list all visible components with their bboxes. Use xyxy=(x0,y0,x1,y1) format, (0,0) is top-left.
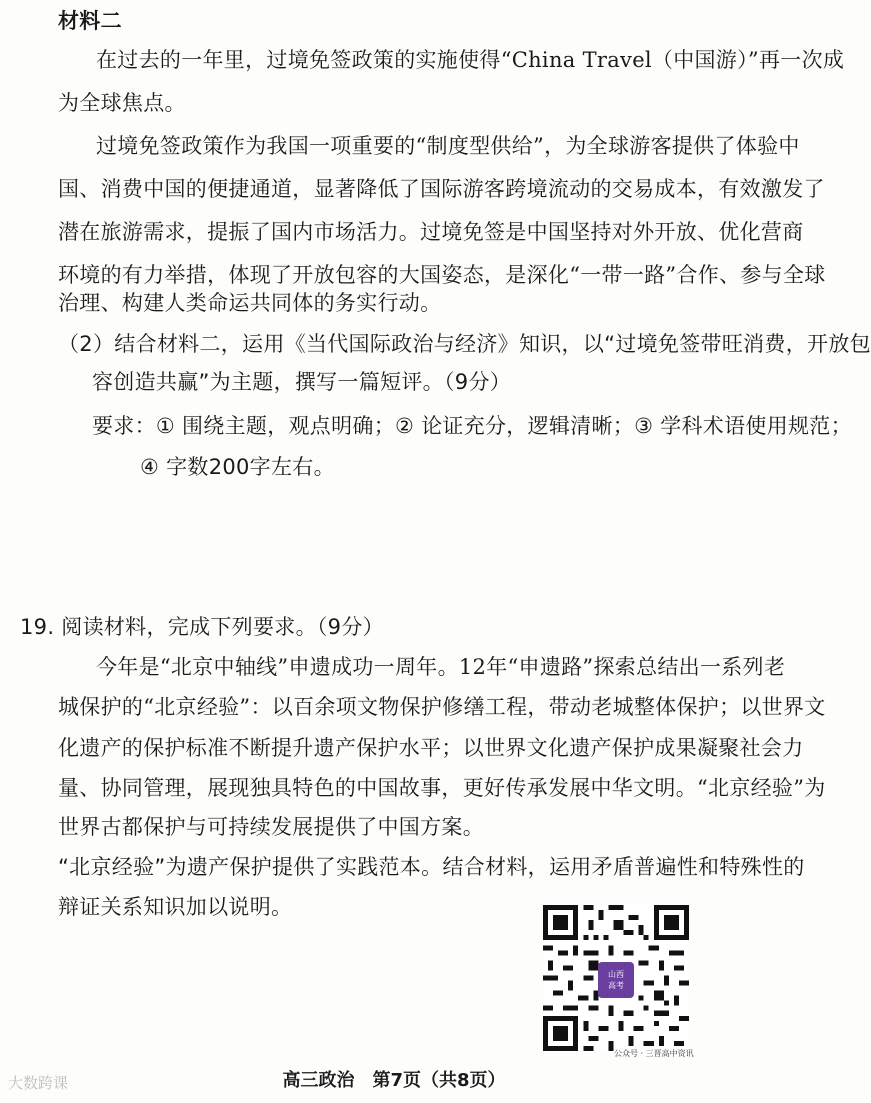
material-line: 在过去的一年里，过境免签政策的实施使得“China Travel（中国游）”再一次成 xyxy=(96,48,845,72)
material-line: 世界古都保护与可持续发展提供了中国方案。 xyxy=(58,815,484,839)
question-title: 19. 阅读材料，完成下列要求。（9分） xyxy=(20,615,384,639)
material-line: 国、消费中国的便捷通道，显著降低了国际游客跨境流动的交易成本，有效激发了 xyxy=(58,177,825,201)
requirement-line: ④ 字数200字左右。 xyxy=(140,455,335,479)
page-footer: 高三政治 第7页（共8页） xyxy=(282,1070,506,1091)
requirement-line: 要求：① 围绕主题，观点明确；② 论证充分，逻辑清晰；③ 学科术语使用规范； xyxy=(92,414,852,438)
qr-caption: 公众号 · 三晋高中资讯 xyxy=(614,1049,694,1058)
question-line: 容创造共赢”为主题，撰写一篇短评。（9分） xyxy=(92,370,512,394)
badge-text: 山西 xyxy=(608,970,624,979)
material-line: 今年是“北京中轴线”申遗成功一周年。12年“申遗路”探索总结出一系列老 xyxy=(96,655,786,679)
watermark-text: 大数跨课 xyxy=(8,1074,69,1092)
material-line: 为全球焦点。 xyxy=(58,91,186,115)
qr-logo-badge xyxy=(598,962,634,998)
material-line: 治理、构建人类命运共同体的务实行动。 xyxy=(58,291,442,315)
question-line: 辩证关系知识加以说明。 xyxy=(58,895,293,919)
material-line: 环境的有力举措，体现了开放包容的大国姿态，是深化“一带一路”合作、参与全球 xyxy=(58,263,826,287)
material-heading: 材料二 xyxy=(58,9,122,33)
question-line: “北京经验”为遗产保护提供了实践范本。结合材料，运用矛盾普遍性和特殊性的 xyxy=(58,855,805,879)
material-line: 城保护的“北京经验”：以百余项文物保护修缮工程，带动老城整体保护；以世界文 xyxy=(58,695,826,719)
material-line: 潜在旅游需求，提振了国内市场活力。过境免签是中国坚持对外开放、优化营商 xyxy=(58,220,804,244)
question-line: （2）结合材料二，运用《当代国际政治与经济》知识，以“过境免签带旺消费，开放包 xyxy=(58,332,871,356)
material-line: 过境免签政策作为我国一项重要的“制度型供给”，为全球游客提供了体验中 xyxy=(96,134,800,158)
material-line: 量、协同管理，展现独具特色的中国故事，更好传承发展中华文明。“北京经验”为 xyxy=(58,776,826,800)
material-line: 化遗产的保护标准不断提升遗产保护水平；以世界文化遗产保护成果凝聚社会力 xyxy=(58,736,804,760)
badge-text: 高考 xyxy=(608,981,624,990)
